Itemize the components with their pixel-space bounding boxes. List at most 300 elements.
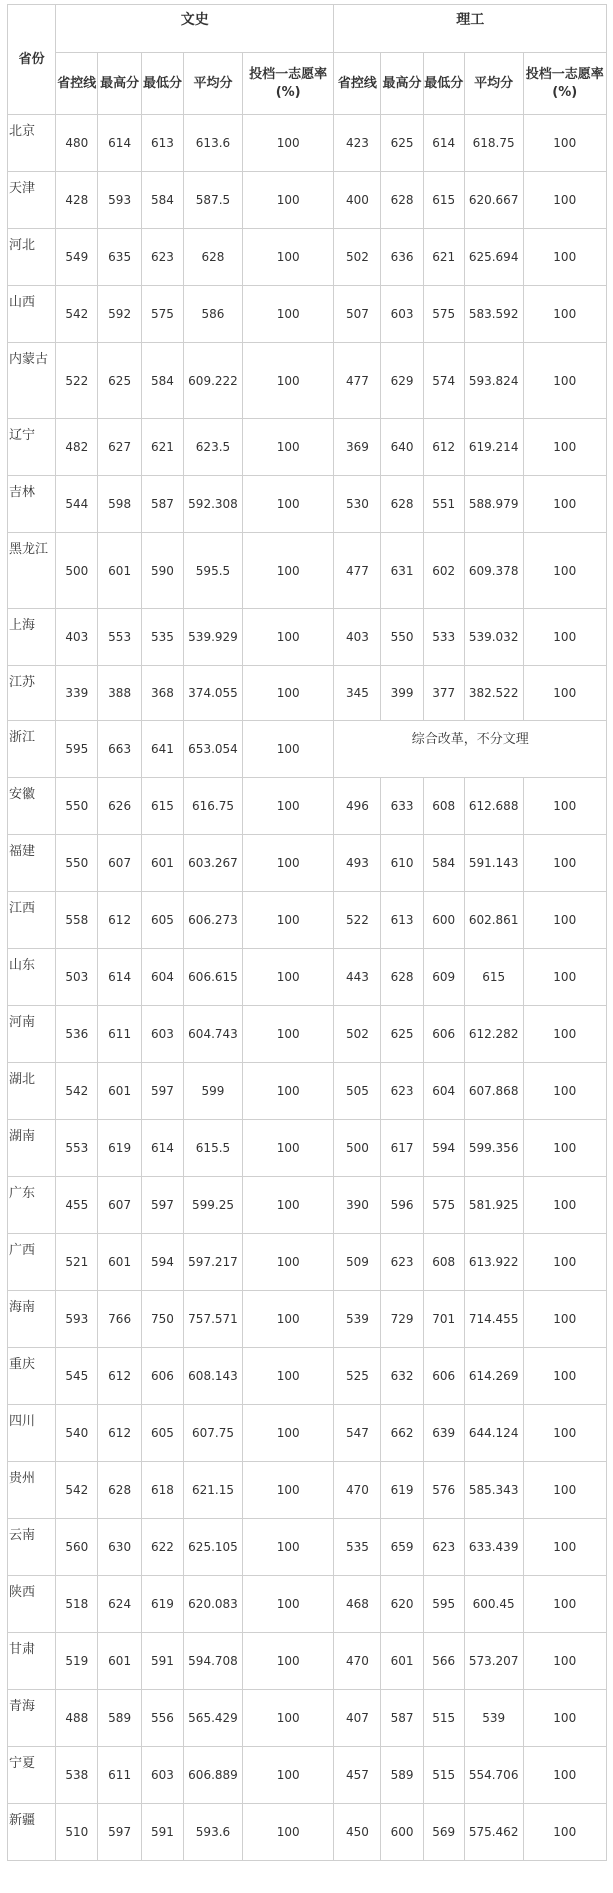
wenshi-cell: 595	[56, 721, 98, 778]
province-cell: 河北	[8, 229, 56, 286]
ligong-cell: 610	[381, 835, 423, 892]
ligong-cell: 100	[523, 609, 607, 666]
wenshi-cell: 388	[98, 666, 141, 721]
wenshi-cell: 538	[56, 1747, 98, 1804]
wenshi-cell: 621	[141, 419, 183, 476]
wenshi-cell: 374.055	[184, 666, 243, 721]
wenshi-cell: 100	[242, 1006, 334, 1063]
ligong-cell: 382.522	[464, 666, 523, 721]
wenshi-cell: 100	[242, 1633, 334, 1690]
ligong-cell: 496	[334, 778, 381, 835]
province-cell: 辽宁	[8, 419, 56, 476]
ligong-cell: 640	[381, 419, 423, 476]
province-cell: 天津	[8, 172, 56, 229]
ligong-cell: 633	[381, 778, 423, 835]
ligong-cell: 596	[381, 1177, 423, 1234]
wenshi-cell: 605	[141, 892, 183, 949]
ligong-cell: 100	[523, 115, 607, 172]
wenshi-cell: 625.105	[184, 1519, 243, 1576]
ligong-cell: 100	[523, 1690, 607, 1747]
table-row	[8, 1063, 607, 1120]
ligong-cell: 601	[381, 1633, 423, 1690]
wenshi-cell: 565.429	[184, 1690, 243, 1747]
wenshi-cell: 100	[242, 1234, 334, 1291]
wenshi-cell: 549	[56, 229, 98, 286]
ligong-cell: 628	[381, 172, 423, 229]
table-row	[8, 1405, 607, 1462]
wenshi-cell: 339	[56, 666, 98, 721]
ligong-cell: 583.592	[464, 286, 523, 343]
province-cell: 黑龙江	[8, 533, 56, 609]
province-cell: 山西	[8, 286, 56, 343]
wenshi-cell: 757.571	[184, 1291, 243, 1348]
ligong-cell: 535	[334, 1519, 381, 1576]
wenshi-cell: 599	[184, 1063, 243, 1120]
ligong-cell: 407	[334, 1690, 381, 1747]
ligong-cell: 100	[523, 778, 607, 835]
wenshi-cell: 615	[141, 778, 183, 835]
wenshi-cell: 100	[242, 343, 334, 419]
ligong-cell: 493	[334, 835, 381, 892]
ligong-cell: 600.45	[464, 1576, 523, 1633]
wenshi-cell: 594.708	[184, 1633, 243, 1690]
ligong-cell: 644.124	[464, 1405, 523, 1462]
ligong-cell: 619	[381, 1462, 423, 1519]
ligong-cell: 636	[381, 229, 423, 286]
ligong-cell: 100	[523, 1747, 607, 1804]
ligong-cell: 502	[334, 229, 381, 286]
column-header: 平均分	[184, 53, 243, 115]
wenshi-cell: 615.5	[184, 1120, 243, 1177]
column-header: 最低分	[423, 53, 464, 115]
province-cell: 云南	[8, 1519, 56, 1576]
wenshi-cell: 606.273	[184, 892, 243, 949]
wenshi-cell: 598	[98, 476, 141, 533]
wenshi-cell: 100	[242, 1177, 334, 1234]
table-row	[8, 721, 607, 778]
ligong-cell: 631	[381, 533, 423, 609]
ligong-cell: 551	[423, 476, 464, 533]
ligong-cell: 659	[381, 1519, 423, 1576]
wenshi-cell: 542	[56, 1462, 98, 1519]
wenshi-cell: 544	[56, 476, 98, 533]
ligong-cell: 100	[523, 1519, 607, 1576]
ligong-cell: 399	[381, 666, 423, 721]
wenshi-cell: 560	[56, 1519, 98, 1576]
ligong-cell: 603	[381, 286, 423, 343]
wenshi-cell: 628	[98, 1462, 141, 1519]
wenshi-cell: 641	[141, 721, 183, 778]
wenshi-cell: 591	[141, 1804, 183, 1861]
ligong-cell: 591.143	[464, 835, 523, 892]
province-cell: 广西	[8, 1234, 56, 1291]
ligong-cell: 100	[523, 1804, 607, 1861]
wenshi-cell: 593	[56, 1291, 98, 1348]
wenshi-cell: 608.143	[184, 1348, 243, 1405]
wenshi-cell: 550	[56, 835, 98, 892]
ligong-cell: 609	[423, 949, 464, 1006]
wenshi-cell: 593.6	[184, 1804, 243, 1861]
table-row	[8, 476, 607, 533]
ligong-cell: 100	[523, 476, 607, 533]
wenshi-cell: 542	[56, 286, 98, 343]
wenshi-cell: 591	[141, 1633, 183, 1690]
ligong-cell: 621	[423, 229, 464, 286]
ligong-cell: 633.439	[464, 1519, 523, 1576]
table-row	[8, 609, 607, 666]
province-cell: 甘肃	[8, 1633, 56, 1690]
wenshi-cell: 607	[98, 835, 141, 892]
table-row	[8, 1747, 607, 1804]
wenshi-cell: 100	[242, 1804, 334, 1861]
table-row	[8, 419, 607, 476]
wenshi-cell: 601	[141, 835, 183, 892]
province-cell: 北京	[8, 115, 56, 172]
ligong-cell: 575	[423, 1177, 464, 1234]
ligong-cell: 600	[423, 892, 464, 949]
ligong-cell: 400	[334, 172, 381, 229]
ligong-cell: 525	[334, 1348, 381, 1405]
wenshi-cell: 100	[242, 835, 334, 892]
ligong-cell: 500	[334, 1120, 381, 1177]
wenshi-cell: 428	[56, 172, 98, 229]
wenshi-cell: 625	[98, 343, 141, 419]
wenshi-cell: 624	[98, 1576, 141, 1633]
ligong-cell: 632	[381, 1348, 423, 1405]
ligong-cell: 569	[423, 1804, 464, 1861]
wenshi-cell: 482	[56, 419, 98, 476]
wenshi-cell: 618	[141, 1462, 183, 1519]
wenshi-cell: 518	[56, 1576, 98, 1633]
wenshi-cell: 653.054	[184, 721, 243, 778]
ligong-cell: 625	[381, 1006, 423, 1063]
ligong-cell: 547	[334, 1405, 381, 1462]
ligong-cell: 100	[523, 1177, 607, 1234]
table-row	[8, 115, 607, 172]
table-row	[8, 1120, 607, 1177]
table-row	[8, 1576, 607, 1633]
ligong-cell: 619.214	[464, 419, 523, 476]
wenshi-cell: 480	[56, 115, 98, 172]
ligong-cell: 612.688	[464, 778, 523, 835]
wenshi-cell: 621.15	[184, 1462, 243, 1519]
wenshi-cell: 556	[141, 1690, 183, 1747]
admission-score-table	[7, 4, 607, 1861]
ligong-cell: 625.694	[464, 229, 523, 286]
wenshi-cell: 539.929	[184, 609, 243, 666]
ligong-cell: 457	[334, 1747, 381, 1804]
ligong-cell: 100	[523, 1462, 607, 1519]
province-cell: 贵州	[8, 1462, 56, 1519]
ligong-cell: 620	[381, 1576, 423, 1633]
ligong-cell: 581.925	[464, 1177, 523, 1234]
wenshi-cell: 628	[184, 229, 243, 286]
ligong-cell: 100	[523, 419, 607, 476]
ligong-cell: 617	[381, 1120, 423, 1177]
ligong-cell: 470	[334, 1633, 381, 1690]
ligong-cell: 729	[381, 1291, 423, 1348]
wenshi-cell: 584	[141, 343, 183, 419]
wenshi-cell: 593	[98, 172, 141, 229]
ligong-cell: 599.356	[464, 1120, 523, 1177]
table-row	[8, 1462, 607, 1519]
ligong-cell: 100	[523, 1405, 607, 1462]
wenshi-cell: 601	[98, 1633, 141, 1690]
table-row	[8, 1690, 607, 1747]
ligong-cell: 530	[334, 476, 381, 533]
province-cell: 新疆	[8, 1804, 56, 1861]
column-header: 最低分	[141, 53, 183, 115]
ligong-cell: 604	[423, 1063, 464, 1120]
wenshi-cell: 100	[242, 286, 334, 343]
wenshi-cell: 100	[242, 419, 334, 476]
province-cell: 湖南	[8, 1120, 56, 1177]
wenshi-cell: 510	[56, 1804, 98, 1861]
table-row	[8, 229, 607, 286]
table-row	[8, 1234, 607, 1291]
wenshi-cell: 614	[98, 115, 141, 172]
ligong-cell: 701	[423, 1291, 464, 1348]
wenshi-cell: 613.6	[184, 115, 243, 172]
column-header: 最高分	[98, 53, 141, 115]
ligong-cell: 613	[381, 892, 423, 949]
ligong-cell: 607.868	[464, 1063, 523, 1120]
ligong-cell: 639	[423, 1405, 464, 1462]
wenshi-cell: 540	[56, 1405, 98, 1462]
wenshi-cell: 521	[56, 1234, 98, 1291]
wenshi-cell: 597	[98, 1804, 141, 1861]
ligong-cell: 403	[334, 609, 381, 666]
ligong-cell: 522	[334, 892, 381, 949]
wenshi-cell: 603.267	[184, 835, 243, 892]
province-cell: 四川	[8, 1405, 56, 1462]
table-row	[8, 286, 607, 343]
ligong-cell: 477	[334, 533, 381, 609]
column-header: 最高分	[381, 53, 423, 115]
ligong-cell: 100	[523, 172, 607, 229]
ligong-cell: 602.861	[464, 892, 523, 949]
wenshi-cell: 100	[242, 1063, 334, 1120]
wenshi-cell: 100	[242, 1690, 334, 1747]
wenshi-cell: 545	[56, 1348, 98, 1405]
ligong-cell: 594	[423, 1120, 464, 1177]
province-cell: 陕西	[8, 1576, 56, 1633]
province-cell: 海南	[8, 1291, 56, 1348]
column-header: 平均分	[464, 53, 523, 115]
wenshi-cell: 611	[98, 1747, 141, 1804]
column-header: 投档一志愿率(%)	[523, 53, 607, 115]
wenshi-cell: 623	[141, 229, 183, 286]
ligong-cell: 614.269	[464, 1348, 523, 1405]
table-row	[8, 533, 607, 609]
ligong-cell: 100	[523, 835, 607, 892]
wenshi-cell: 558	[56, 892, 98, 949]
wenshi-cell: 575	[141, 286, 183, 343]
wenshi-cell: 100	[242, 721, 334, 778]
column-header: 投档一志愿率(%)	[242, 53, 334, 115]
ligong-cell: 539.032	[464, 609, 523, 666]
ligong-cell: 625	[381, 115, 423, 172]
wenshi-cell: 594	[141, 1234, 183, 1291]
ligong-cell: 100	[523, 229, 607, 286]
table-row	[8, 778, 607, 835]
ligong-cell: 502	[334, 1006, 381, 1063]
wenshi-cell: 597.217	[184, 1234, 243, 1291]
wenshi-cell: 100	[242, 1405, 334, 1462]
table-row	[8, 343, 607, 419]
ligong-cell: 600	[381, 1804, 423, 1861]
table-row	[8, 1177, 607, 1234]
ligong-cell: 614	[423, 115, 464, 172]
wenshi-cell: 503	[56, 949, 98, 1006]
wenshi-cell: 635	[98, 229, 141, 286]
column-header: 省控线	[56, 53, 98, 115]
province-cell: 湖北	[8, 1063, 56, 1120]
wenshi-cell: 627	[98, 419, 141, 476]
wenshi-cell: 522	[56, 343, 98, 419]
wenshi-cell: 614	[98, 949, 141, 1006]
ligong-cell: 589	[381, 1747, 423, 1804]
ligong-cell: 629	[381, 343, 423, 419]
wenshi-cell: 604.743	[184, 1006, 243, 1063]
wenshi-cell: 100	[242, 1348, 334, 1405]
wenshi-cell: 604	[141, 949, 183, 1006]
wenshi-cell: 595.5	[184, 533, 243, 609]
ligong-cell: 606	[423, 1348, 464, 1405]
wenshi-cell: 592.308	[184, 476, 243, 533]
wenshi-cell: 587	[141, 476, 183, 533]
wenshi-cell: 614	[141, 1120, 183, 1177]
table-row	[8, 949, 607, 1006]
wenshi-cell: 630	[98, 1519, 141, 1576]
province-cell: 江西	[8, 892, 56, 949]
province-cell: 重庆	[8, 1348, 56, 1405]
province-cell: 广东	[8, 1177, 56, 1234]
province-cell: 青海	[8, 1690, 56, 1747]
wenshi-cell: 100	[242, 1519, 334, 1576]
group-header-wenshi: 文史	[56, 5, 334, 53]
table-row	[8, 1519, 607, 1576]
province-cell: 上海	[8, 609, 56, 666]
ligong-cell: 100	[523, 1063, 607, 1120]
ligong-cell: 609.378	[464, 533, 523, 609]
ligong-cell: 390	[334, 1177, 381, 1234]
ligong-cell: 613.922	[464, 1234, 523, 1291]
ligong-cell: 615	[423, 172, 464, 229]
table-row	[8, 1804, 607, 1861]
ligong-cell: 575	[423, 286, 464, 343]
ligong-cell: 612.282	[464, 1006, 523, 1063]
ligong-cell: 584	[423, 835, 464, 892]
province-cell: 福建	[8, 835, 56, 892]
wenshi-cell: 601	[98, 1234, 141, 1291]
wenshi-cell: 100	[242, 115, 334, 172]
ligong-cell: 423	[334, 115, 381, 172]
table-row	[8, 666, 607, 721]
ligong-cell: 345	[334, 666, 381, 721]
ligong-cell: 539	[464, 1690, 523, 1747]
province-cell: 河南	[8, 1006, 56, 1063]
wenshi-cell: 550	[56, 778, 98, 835]
ligong-cell: 477	[334, 343, 381, 419]
wenshi-cell: 553	[98, 609, 141, 666]
wenshi-cell: 612	[98, 1348, 141, 1405]
ligong-cell: 100	[523, 1633, 607, 1690]
table-row	[8, 892, 607, 949]
ligong-cell: 593.824	[464, 343, 523, 419]
group-header-ligong: 理工	[334, 5, 607, 53]
ligong-cell: 612	[423, 419, 464, 476]
wenshi-cell: 536	[56, 1006, 98, 1063]
wenshi-cell: 663	[98, 721, 141, 778]
wenshi-cell: 622	[141, 1519, 183, 1576]
ligong-cell: 100	[523, 1576, 607, 1633]
table-row	[8, 835, 607, 892]
wenshi-cell: 612	[98, 892, 141, 949]
ligong-note: 综合改革，不分文理	[334, 721, 607, 778]
wenshi-cell: 100	[242, 1747, 334, 1804]
wenshi-cell: 603	[141, 1006, 183, 1063]
ligong-cell: 369	[334, 419, 381, 476]
ligong-cell: 574	[423, 343, 464, 419]
ligong-cell: 628	[381, 949, 423, 1006]
province-cell: 吉林	[8, 476, 56, 533]
ligong-cell: 100	[523, 1234, 607, 1291]
wenshi-cell: 597	[141, 1177, 183, 1234]
wenshi-cell: 584	[141, 172, 183, 229]
wenshi-cell: 100	[242, 1291, 334, 1348]
wenshi-cell: 611	[98, 1006, 141, 1063]
ligong-cell: 623	[381, 1234, 423, 1291]
wenshi-cell: 100	[242, 666, 334, 721]
wenshi-cell: 590	[141, 533, 183, 609]
ligong-cell: 550	[381, 609, 423, 666]
ligong-cell: 606	[423, 1006, 464, 1063]
ligong-cell: 505	[334, 1063, 381, 1120]
ligong-cell: 100	[523, 343, 607, 419]
wenshi-cell: 100	[242, 892, 334, 949]
wenshi-cell: 100	[242, 1120, 334, 1177]
province-cell: 江苏	[8, 666, 56, 721]
wenshi-cell: 606.615	[184, 949, 243, 1006]
ligong-cell: 100	[523, 1120, 607, 1177]
ligong-cell: 595	[423, 1576, 464, 1633]
wenshi-cell: 587.5	[184, 172, 243, 229]
ligong-cell: 628	[381, 476, 423, 533]
ligong-cell: 507	[334, 286, 381, 343]
ligong-cell: 576	[423, 1462, 464, 1519]
ligong-cell: 533	[423, 609, 464, 666]
wenshi-cell: 603	[141, 1747, 183, 1804]
province-cell: 内蒙古	[8, 343, 56, 419]
wenshi-cell: 100	[242, 172, 334, 229]
wenshi-cell: 613	[141, 115, 183, 172]
wenshi-cell: 607.75	[184, 1405, 243, 1462]
wenshi-cell: 612	[98, 1405, 141, 1462]
wenshi-cell: 606.889	[184, 1747, 243, 1804]
province-cell: 浙江	[8, 721, 56, 778]
ligong-cell: 515	[423, 1690, 464, 1747]
ligong-cell: 443	[334, 949, 381, 1006]
ligong-cell: 662	[381, 1405, 423, 1462]
ligong-cell: 620.667	[464, 172, 523, 229]
ligong-cell: 450	[334, 1804, 381, 1861]
ligong-cell: 566	[423, 1633, 464, 1690]
wenshi-cell: 519	[56, 1633, 98, 1690]
ligong-cell: 714.455	[464, 1291, 523, 1348]
ligong-cell: 585.343	[464, 1462, 523, 1519]
wenshi-cell: 589	[98, 1690, 141, 1747]
